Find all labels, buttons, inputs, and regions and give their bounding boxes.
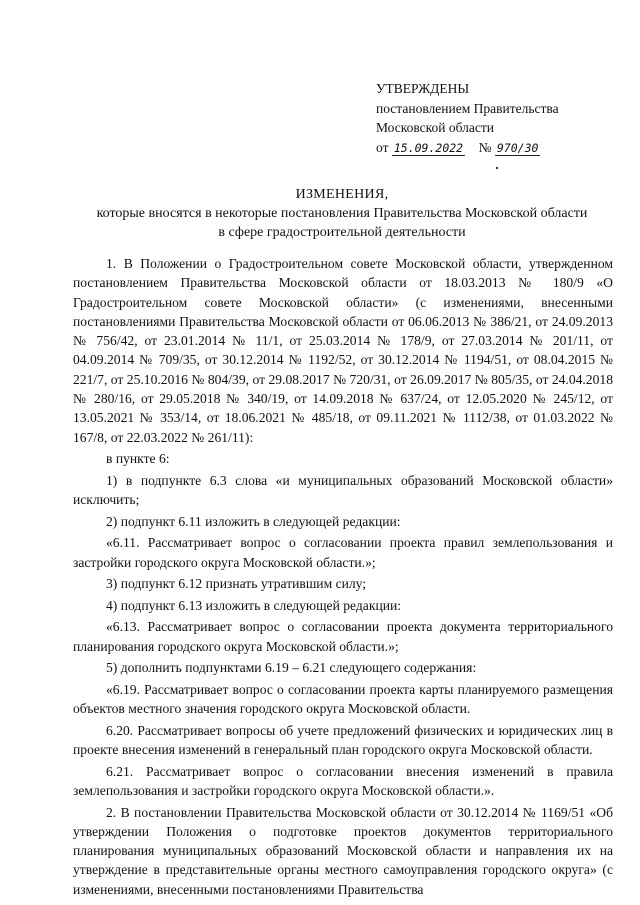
paragraph-subitem-2: 2) подпункт 6.11 изложить в следующей редакции: [106, 513, 401, 529]
title-subline-2: в сфере градостроительной деятельности [218, 225, 466, 240]
paragraph-quote-6-19: «6.19. Рассматривает вопрос о согласовании проекта карты планируемого размещения объектов местного значения городского округа Московской области. [73, 681, 613, 717]
approval-date: 15.09.2022 [393, 140, 464, 155]
approval-line-resolution: постановлением Правительства [376, 100, 559, 116]
paragraph-quote-6-11: «6.11. Рассматривает вопрос о согласовании проекта правил землепользования и застройки городского округа Московской области.»; [73, 535, 613, 570]
paragraph-subitem-1: 1) в подпункте 6.3 слова «и муниципальных образований Московской области» исключить; [73, 472, 613, 508]
document-title [72, 185, 612, 242]
paragraph-quote-6-13: «6.13. Рассматривает вопрос о согласовании проекта документа территориального планирования городского округа Московской области.»; [73, 619, 613, 654]
paragraph-subitem-4: 4) подпункт 6.13 изложить в следующей редакции: [106, 597, 402, 613]
paragraph-quote-6-21: 6.21. Рассматривает вопрос о согласовании внесения изменений в правила землепользования и застройки городского округа Московской области.». [73, 763, 613, 798]
number-prefix: № [478, 139, 492, 155]
title-subline-1: которые вносятся в некоторые постановления Правительства Московской области [96, 206, 588, 221]
paragraph-subitem-3: 3) подпункт 6.12 признать утратившим силу; [106, 576, 367, 592]
approval-block [376, 79, 559, 158]
stray-mark [496, 167, 498, 169]
paragraph-1: 1. В Положении о Градостроительном совете Московской области, утвержденном постановлением Правительства Московской области от 18.03.2013 № 180/9 «О Градостроительном совете Московской области» (с изменениями, внесенными постановлениями Правительства Московской области от 06.06.2013 № 386/21, от 24.09.2013 № 756/42, от 23.01.2014 № 11/1, от 25.03.2014 № 178/9, от 27.03.2014 № 201/11, от 04.09.2014 № 709/35, от 30.12.2014 № 1192/52, от 30.12.2014 № 1194/51, от 08.04.2015 № 221/7, от 25.10.2016 № 804/39, от 29.08.2017 № 720/31, от 26.09.2017 № 805/35, от 24.04.2018 № 280/16, от 29.05.2018 № 340/19, от 14.09.2018 № 637/24, от 12.05.2020 № 245/12, от 13.05.2021 № 353/14, от 18.06.2021 № 485/18, от 09.11.2021 № 1112/38, от 01.03.2022 № 167/8, от 22.03.2022 № 261/11): [73, 256, 613, 445]
approval-heading: УТВЕРЖДЕНЫ [376, 81, 470, 96]
date-prefix: от [376, 139, 389, 155]
paragraph-item-6: в пункте 6: [106, 451, 170, 467]
approval-line-region: Московской области [376, 120, 495, 135]
approval-number: 970/30 [496, 140, 539, 155]
paragraph-quote-6-20: 6.20. Рассматривает вопросы об учете предложений физических и юридических лиц в проекте внесения изменений в генеральный план городского округа Московской области. [73, 722, 613, 758]
paragraph-2: 2. В постановлении Правительства Московской области от 30.12.2014 № 1169/51 «Об утверждении Положения о подготовке проектов документов территориального планирования муниципальных образований Московской области и направления их на утверждение в представительные органы местного самоуправления городского округа» (с изменениями, внесенными постановлениями Правительства [73, 804, 613, 897]
document-body [73, 254, 613, 901]
paragraph-subitem-5: 5) дополнить подпунктами 6.19 – 6.21 следующего содержания: [106, 660, 477, 676]
title-heading: ИЗМЕНЕНИЯ, [295, 187, 389, 202]
approval-date-line [376, 138, 559, 159]
